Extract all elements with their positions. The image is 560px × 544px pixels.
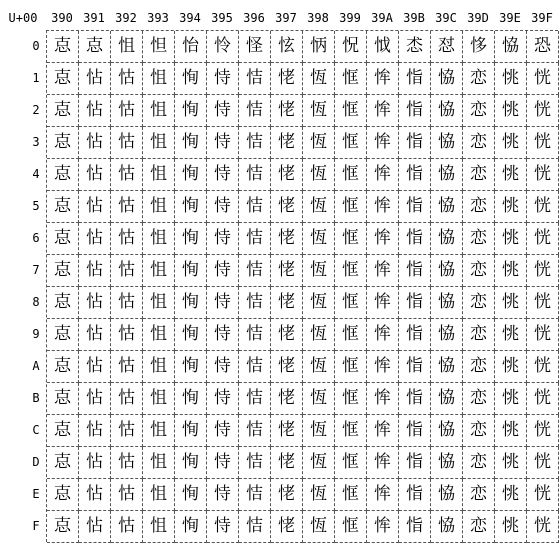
glyph-cell: 恈 <box>367 95 399 127</box>
glyph-cell: 恊 <box>431 447 463 479</box>
glyph-cell: 恋 <box>463 95 495 127</box>
glyph-cell: 恃 <box>207 95 239 127</box>
glyph-cell: 怙 <box>111 95 143 127</box>
glyph-cell: 恍 <box>527 319 559 351</box>
glyph-cell: 恇 <box>335 415 367 447</box>
glyph-cell: 恆 <box>303 447 335 479</box>
glyph-cell: 恈 <box>367 223 399 255</box>
glyph-cell: 恈 <box>367 63 399 95</box>
glyph-cell: 恈 <box>367 351 399 383</box>
glyph-cell: 恆 <box>303 383 335 415</box>
glyph-cell: 恂 <box>175 95 207 127</box>
glyph-cell: 恄 <box>239 351 271 383</box>
glyph-cell: 恍 <box>527 351 559 383</box>
glyph-cell: 恌 <box>495 287 527 319</box>
glyph-cell: 恅 <box>271 383 303 415</box>
column-header: 391 <box>83 11 105 25</box>
glyph-cell: 恄 <box>239 159 271 191</box>
glyph-cell: 恈 <box>367 511 399 543</box>
column-header: 392 <box>115 11 137 25</box>
glyph-cell: 恆 <box>303 415 335 447</box>
glyph-cell: 恅 <box>271 415 303 447</box>
glyph-cell: 恉 <box>399 511 431 543</box>
glyph-cell: 恋 <box>463 159 495 191</box>
glyph-cell: 怘 <box>47 191 79 223</box>
column-header: 390 <box>51 11 73 25</box>
glyph-cell: 怳 <box>335 31 367 63</box>
glyph-cell: 怲 <box>303 31 335 63</box>
glyph-cell: 恄 <box>239 479 271 511</box>
row-header: 1 <box>32 71 40 85</box>
glyph-cell: 恋 <box>463 351 495 383</box>
glyph-cell: 恍 <box>527 127 559 159</box>
glyph-cell: 恃 <box>207 319 239 351</box>
glyph-cell: 怚 <box>143 95 175 127</box>
column-header: 396 <box>243 11 265 25</box>
glyph-cell: 怘 <box>47 223 79 255</box>
row-header: C <box>32 423 40 437</box>
glyph-cell: 恇 <box>335 511 367 543</box>
glyph-cell: 恋 <box>463 479 495 511</box>
glyph-cell: 怘 <box>47 31 79 63</box>
glyph-cell: 恄 <box>239 383 271 415</box>
glyph-cell: 恆 <box>303 223 335 255</box>
glyph-cell: 怗 <box>79 415 111 447</box>
glyph-cell: 恊 <box>431 191 463 223</box>
glyph-cell: 恊 <box>431 383 463 415</box>
glyph-cell: 恌 <box>495 159 527 191</box>
glyph-cell: 恃 <box>207 159 239 191</box>
glyph-cell: 恄 <box>239 319 271 351</box>
glyph-cell: 怚 <box>143 127 175 159</box>
glyph-cell: 恌 <box>495 351 527 383</box>
glyph-cell: 恋 <box>463 223 495 255</box>
glyph-cell: 恄 <box>239 447 271 479</box>
glyph-cell: 恇 <box>335 127 367 159</box>
glyph-cell: 怙 <box>111 415 143 447</box>
column-header: 39D <box>467 11 489 25</box>
corner-label: U+00 <box>8 11 38 25</box>
glyph-cell: 恇 <box>335 287 367 319</box>
column-header: 39A <box>371 11 393 25</box>
glyph-cell: 怗 <box>79 287 111 319</box>
row-header: F <box>32 519 40 533</box>
glyph-cell: 怗 <box>79 191 111 223</box>
glyph-cell: 恌 <box>495 511 527 543</box>
glyph-cell: 恍 <box>527 447 559 479</box>
column-header: 399 <box>339 11 361 25</box>
glyph-cell: 恂 <box>175 223 207 255</box>
glyph-cell: 怗 <box>79 223 111 255</box>
glyph-cell: 恐 <box>527 31 559 63</box>
glyph-cell: 怙 <box>111 447 143 479</box>
glyph-cell: 恇 <box>335 319 367 351</box>
glyph-cell: 怗 <box>79 319 111 351</box>
glyph-cell: 怙 <box>111 191 143 223</box>
row-header: 9 <box>32 327 40 341</box>
glyph-cell: 恈 <box>367 479 399 511</box>
glyph-cell: 怘 <box>47 447 79 479</box>
glyph-cell: 恂 <box>175 447 207 479</box>
glyph-cell: 怚 <box>143 159 175 191</box>
glyph-cell: 恊 <box>431 479 463 511</box>
column-header: 39E <box>499 11 521 25</box>
glyph-cell: 恈 <box>367 415 399 447</box>
glyph-cell: 恊 <box>495 31 527 63</box>
glyph-cell: 恃 <box>207 255 239 287</box>
glyph-cell: 恃 <box>207 479 239 511</box>
glyph-cell: 恃 <box>207 287 239 319</box>
glyph-cell: 恍 <box>527 63 559 95</box>
glyph-cell: 恍 <box>527 415 559 447</box>
glyph-cell: 恃 <box>207 63 239 95</box>
glyph-cell: 恆 <box>303 511 335 543</box>
glyph-cell: 恇 <box>335 159 367 191</box>
glyph-cell: 恍 <box>527 287 559 319</box>
glyph-cell: 恃 <box>207 415 239 447</box>
glyph-cell: 恋 <box>463 447 495 479</box>
glyph-cell: 恇 <box>335 63 367 95</box>
glyph-cell: 怚 <box>143 479 175 511</box>
glyph-cell: 怙 <box>111 351 143 383</box>
glyph-cell: 恅 <box>271 95 303 127</box>
glyph-cell: 恅 <box>271 447 303 479</box>
glyph-cell: 恆 <box>303 159 335 191</box>
glyph-cell: 恅 <box>271 351 303 383</box>
glyph-cell: 恄 <box>239 511 271 543</box>
glyph-cell: 恋 <box>463 383 495 415</box>
glyph-cell: 恅 <box>271 127 303 159</box>
glyph-cell: 恆 <box>303 191 335 223</box>
glyph-cell: 恄 <box>239 191 271 223</box>
glyph-cell: 恇 <box>335 479 367 511</box>
glyph-cell: 恌 <box>495 223 527 255</box>
column-header: 39F <box>531 11 553 25</box>
glyph-cell: 怘 <box>47 95 79 127</box>
column-header: 395 <box>211 11 233 25</box>
glyph-cell: 恃 <box>207 191 239 223</box>
glyph-cell: 恉 <box>399 351 431 383</box>
glyph-cell: 恂 <box>175 159 207 191</box>
glyph-cell: 怸 <box>399 31 431 63</box>
glyph-cell: 恂 <box>175 287 207 319</box>
glyph-cell: 恅 <box>271 191 303 223</box>
glyph-cell: 恈 <box>367 159 399 191</box>
glyph-cell: 恉 <box>399 223 431 255</box>
glyph-cell: 怗 <box>79 127 111 159</box>
glyph-cell: 恌 <box>495 415 527 447</box>
glyph-cell: 恌 <box>495 447 527 479</box>
glyph-cell: 怪 <box>239 31 271 63</box>
glyph-cell: 怗 <box>79 255 111 287</box>
glyph-cell: 怘 <box>47 127 79 159</box>
glyph-cell: 怚 <box>143 287 175 319</box>
glyph-cell: 恂 <box>175 63 207 95</box>
glyph-cell: 恌 <box>495 255 527 287</box>
glyph-cell: 怴 <box>367 31 399 63</box>
glyph-cell: 恊 <box>431 223 463 255</box>
glyph-cell: 怚 <box>143 351 175 383</box>
glyph-cell: 恇 <box>335 95 367 127</box>
glyph-cell: 恃 <box>207 511 239 543</box>
glyph-cell: 恌 <box>495 191 527 223</box>
glyph-cell: 怚 <box>143 415 175 447</box>
glyph-cell: 怚 <box>143 511 175 543</box>
glyph-cell: 恆 <box>303 287 335 319</box>
glyph-cell: 怘 <box>47 383 79 415</box>
glyph-cell: 恆 <box>303 95 335 127</box>
glyph-cell: 恀 <box>463 31 495 63</box>
glyph-cell: 怘 <box>47 415 79 447</box>
row-header: 4 <box>32 167 40 181</box>
glyph-cell: 恄 <box>239 415 271 447</box>
glyph-cell: 恉 <box>399 415 431 447</box>
glyph-cell: 恅 <box>271 223 303 255</box>
row-header: 8 <box>32 295 40 309</box>
glyph-cell: 恈 <box>367 127 399 159</box>
glyph-cell: 恉 <box>399 159 431 191</box>
glyph-cell: 恉 <box>399 479 431 511</box>
glyph-cell: 恃 <box>207 223 239 255</box>
glyph-cell: 恈 <box>367 447 399 479</box>
glyph-cell: 怘 <box>47 511 79 543</box>
glyph-cell: 怚 <box>143 63 175 95</box>
glyph-cell: 恍 <box>527 191 559 223</box>
glyph-cell: 恌 <box>495 383 527 415</box>
glyph-cell: 怙 <box>111 287 143 319</box>
glyph-cell: 恆 <box>303 127 335 159</box>
glyph-cell: 恍 <box>527 159 559 191</box>
row-header: 3 <box>32 135 40 149</box>
glyph-cell: 怚 <box>143 191 175 223</box>
glyph-cell: 恊 <box>431 127 463 159</box>
glyph-cell: 怙 <box>111 223 143 255</box>
glyph-cell: 恉 <box>399 63 431 95</box>
glyph-cell: 恄 <box>239 223 271 255</box>
glyph-cell: 恃 <box>207 383 239 415</box>
row-header: 7 <box>32 263 40 277</box>
glyph-cell: 怘 <box>47 255 79 287</box>
glyph-cell: 恅 <box>271 319 303 351</box>
glyph-cell: 恊 <box>431 511 463 543</box>
glyph-cell: 恅 <box>271 479 303 511</box>
glyph-cell: 恋 <box>463 255 495 287</box>
glyph-cell: 恉 <box>399 191 431 223</box>
glyph-cell: 恆 <box>303 255 335 287</box>
glyph-cell: 恉 <box>399 255 431 287</box>
glyph-cell: 恉 <box>399 319 431 351</box>
glyph-cell: 怙 <box>111 511 143 543</box>
glyph-cell: 怗 <box>79 351 111 383</box>
glyph-cell: 怗 <box>79 63 111 95</box>
glyph-cell: 恆 <box>303 351 335 383</box>
glyph-cell: 恌 <box>495 479 527 511</box>
glyph-cell: 恅 <box>271 159 303 191</box>
glyph-cell: 怗 <box>79 159 111 191</box>
glyph-cell: 恊 <box>431 351 463 383</box>
glyph-cell: 恍 <box>527 479 559 511</box>
column-header: 39B <box>403 11 425 25</box>
glyph-cell: 恂 <box>175 127 207 159</box>
glyph-cell: 怗 <box>79 447 111 479</box>
glyph-cell: 恄 <box>239 287 271 319</box>
glyph-cell: 恇 <box>335 351 367 383</box>
glyph-cell: 恆 <box>303 479 335 511</box>
glyph-cell: 恈 <box>367 383 399 415</box>
glyph-cell: 怗 <box>79 479 111 511</box>
glyph-cell: 怙 <box>111 479 143 511</box>
glyph-cell: 恍 <box>527 383 559 415</box>
glyph-cell: 怙 <box>111 127 143 159</box>
column-header: 39C <box>435 11 457 25</box>
glyph-cell: 怗 <box>79 511 111 543</box>
glyph-cell: 怙 <box>111 255 143 287</box>
glyph-cell: 怚 <box>111 31 143 63</box>
glyph-cell: 怘 <box>79 31 111 63</box>
glyph-cell: 恋 <box>463 511 495 543</box>
glyph-cell: 恉 <box>399 287 431 319</box>
glyph-cell: 恂 <box>175 351 207 383</box>
glyph-cell: 怙 <box>111 159 143 191</box>
glyph-cell: 恆 <box>303 319 335 351</box>
row-header: D <box>32 455 40 469</box>
glyph-cell: 恂 <box>175 255 207 287</box>
glyph-cell: 恊 <box>431 287 463 319</box>
glyph-cell: 恊 <box>431 159 463 191</box>
glyph-cell: 怗 <box>79 95 111 127</box>
glyph-cell: 怚 <box>143 383 175 415</box>
glyph-cell: 怚 <box>143 223 175 255</box>
glyph-cell: 怘 <box>47 159 79 191</box>
glyph-cell: 恂 <box>175 319 207 351</box>
row-header: B <box>32 391 40 405</box>
glyph-cell: 恍 <box>527 223 559 255</box>
row-header: 2 <box>32 103 40 117</box>
glyph-cell: 恊 <box>431 255 463 287</box>
column-header: 397 <box>275 11 297 25</box>
glyph-cell: 怚 <box>143 319 175 351</box>
row-header: A <box>32 359 40 373</box>
glyph-cell: 怘 <box>47 287 79 319</box>
glyph-cell: 恇 <box>335 223 367 255</box>
glyph-cell: 怛 <box>143 31 175 63</box>
row-header: 0 <box>32 39 40 53</box>
glyph-cell: 恋 <box>463 191 495 223</box>
glyph-cell: 恍 <box>527 511 559 543</box>
glyph-cell: 恉 <box>399 447 431 479</box>
glyph-cell: 恇 <box>335 383 367 415</box>
glyph-cell: 恄 <box>239 127 271 159</box>
glyph-cell: 怘 <box>47 479 79 511</box>
glyph-cell: 怚 <box>143 255 175 287</box>
glyph-cell: 恋 <box>463 127 495 159</box>
glyph-cell: 恊 <box>431 95 463 127</box>
glyph-cell: 恂 <box>175 191 207 223</box>
glyph-cell: 恉 <box>399 383 431 415</box>
glyph-cell: 恉 <box>399 95 431 127</box>
glyph-cell: 恍 <box>527 255 559 287</box>
column-header: 393 <box>147 11 169 25</box>
glyph-cell: 恌 <box>495 63 527 95</box>
glyph-cell: 恂 <box>175 415 207 447</box>
glyph-cell: 恌 <box>495 319 527 351</box>
glyph-cell: 怙 <box>111 319 143 351</box>
glyph-cell: 恋 <box>463 415 495 447</box>
glyph-cell: 恆 <box>303 63 335 95</box>
glyph-cell: 恈 <box>367 287 399 319</box>
glyph-cell: 恌 <box>495 95 527 127</box>
glyph-cell: 怡 <box>175 31 207 63</box>
glyph-cell: 恇 <box>335 447 367 479</box>
glyph-cell: 恊 <box>431 415 463 447</box>
glyph-cell: 恂 <box>175 511 207 543</box>
glyph-cell: 怙 <box>111 63 143 95</box>
glyph-cell: 怗 <box>79 383 111 415</box>
glyph-cell: 恅 <box>271 511 303 543</box>
glyph-cell: 恉 <box>399 127 431 159</box>
row-header: 5 <box>32 199 40 213</box>
glyph-cell: 恃 <box>207 127 239 159</box>
glyph-cell: 恊 <box>431 63 463 95</box>
column-header: 394 <box>179 11 201 25</box>
glyph-cell: 恈 <box>367 191 399 223</box>
glyph-cell: 恅 <box>271 63 303 95</box>
glyph-cell: 恇 <box>335 191 367 223</box>
glyph-cell: 恂 <box>175 479 207 511</box>
glyph-cell: 怙 <box>111 383 143 415</box>
column-header: 398 <box>307 11 329 25</box>
row-header: 6 <box>32 231 40 245</box>
glyph-cell: 怘 <box>47 351 79 383</box>
glyph-cell: 恍 <box>527 95 559 127</box>
glyph-cell: 恈 <box>367 255 399 287</box>
glyph-cell: 恄 <box>239 95 271 127</box>
glyph-cell: 恂 <box>175 383 207 415</box>
glyph-cell: 恃 <box>207 351 239 383</box>
glyph-cell: 怚 <box>143 447 175 479</box>
glyph-cell: 恊 <box>431 319 463 351</box>
glyph-cell: 怰 <box>271 31 303 63</box>
glyph-cell: 恄 <box>239 255 271 287</box>
glyph-cell: 恃 <box>207 447 239 479</box>
glyph-cell: 恌 <box>495 127 527 159</box>
glyph-cell: 恇 <box>335 255 367 287</box>
glyph-cell: 恄 <box>239 63 271 95</box>
row-header: E <box>32 487 40 501</box>
glyph-cell: 恋 <box>463 287 495 319</box>
glyph-cell: 恅 <box>271 255 303 287</box>
glyph-cell: 恅 <box>271 287 303 319</box>
glyph-cell: 怼 <box>431 31 463 63</box>
glyph-cell: 恈 <box>367 319 399 351</box>
glyph-cell: 恋 <box>463 63 495 95</box>
glyph-cell: 恋 <box>463 319 495 351</box>
glyph-cell: 怜 <box>207 31 239 63</box>
glyph-cell: 怘 <box>47 63 79 95</box>
glyph-cell: 怘 <box>47 319 79 351</box>
